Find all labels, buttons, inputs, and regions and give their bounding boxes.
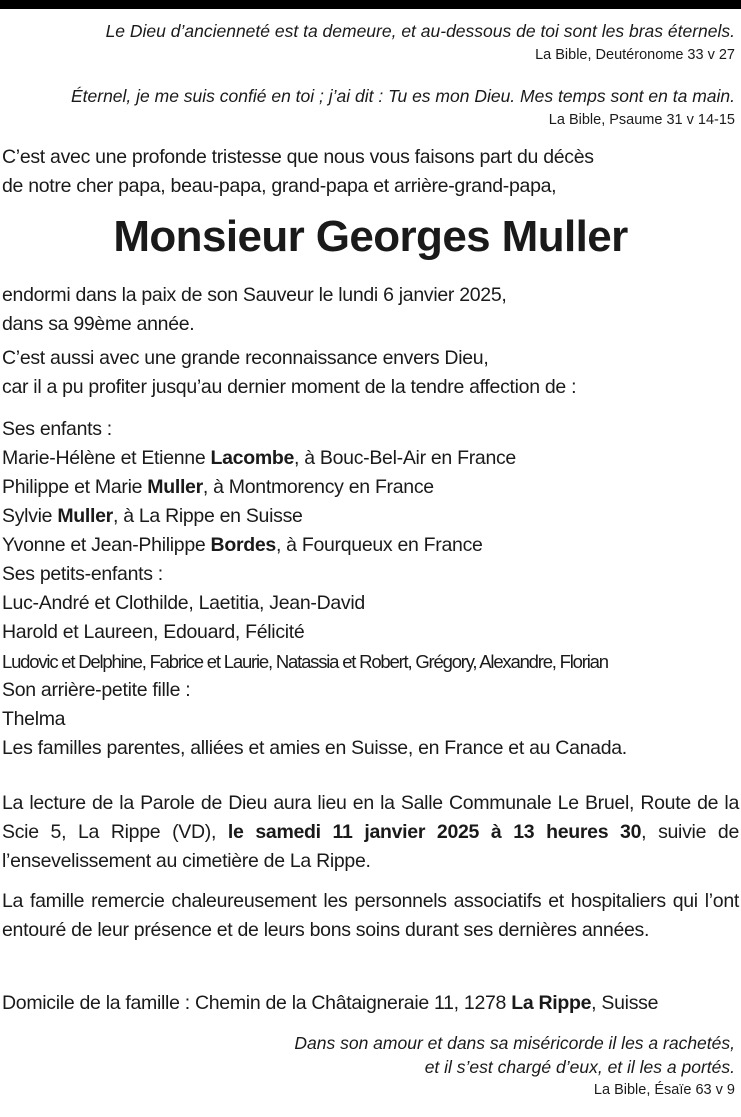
reference-psalm: La Bible, Psaume 31 v 14-15	[548, 112, 735, 128]
grandchild-entry: Luc-André et Clothilde, Laetitia, Jean-David	[2, 592, 365, 614]
child-entry: Sylvie Muller, à La Rippe en Suisse	[2, 505, 303, 527]
verse-psalm: Éternel, je me suis confié en toi ; j’ai dit : Tu es mon Dieu. Mes temps sont en ta main.	[70, 86, 735, 106]
deceased-name: Monsieur Georges Muller	[113, 212, 628, 261]
verse-line: et il s’est chargé d’eux, et il les a portés.	[424, 1057, 735, 1077]
extended-families: Les familles parentes, alliées et amies en Suisse, en France et au Canada.	[2, 737, 627, 759]
verse-deuteronomy: Le Dieu d’ancienneté est ta demeure, et au-dessous de toi sont les bras éternels.	[105, 21, 735, 41]
domicile-line: Domicile de la famille : Chemin de la Châtaigneraie 11, 1278 La Rippe, Suisse	[2, 992, 659, 1014]
grandchild-entry: Harold et Laureen, Edouard, Félicité	[2, 621, 305, 643]
family-list	[2, 415, 739, 763]
verse-isaiah	[294, 1031, 735, 1079]
gratitude-line: car il a pu profiter jusqu’au dernier moment de la tendre affection de :	[2, 376, 577, 398]
death-line: dans sa 99ème année.	[2, 313, 195, 335]
children-heading: Ses enfants :	[2, 418, 112, 440]
intro-line: de notre cher papa, beau-papa, grand-papa et arrière-grand-papa,	[2, 175, 557, 197]
top-border	[0, 0, 741, 9]
grandchild-entry: Ludovic et Delphine, Fabrice et Laurie, Natassia et Robert, Grégory, Alexandre, Florian	[2, 651, 608, 672]
reference-deuteronomy: La Bible, Deutéronome 33 v 27	[535, 47, 735, 63]
service-paragraph: La lecture de la Parole de Dieu aura lieu en la Salle Communale Le Bruel, Route de la Scie 5, La Rippe (VD), le samedi 11 janvier 2025 à 13 heures 30, suivie de l’ensevelissement au cimetière de La Rippe.	[2, 792, 740, 872]
death-paragraph	[2, 281, 739, 339]
child-entry: Yvonne et Jean-Philippe Bordes, à Fourqueux en France	[2, 534, 483, 556]
verse-line: Dans son amour et dans sa miséricorde il les a rachetés,	[294, 1033, 735, 1053]
grandchildren-heading: Ses petits-enfants :	[2, 563, 163, 585]
great-grandchild-heading: Son arrière-petite fille :	[2, 679, 191, 701]
child-entry: Marie-Hélène et Etienne Lacombe, à Bouc-Bel-Air en France	[2, 447, 516, 469]
great-grandchild-entry: Thelma	[2, 708, 66, 730]
death-line: endormi dans la paix de son Sauveur le lundi 6 janvier 2025,	[2, 284, 507, 306]
gratitude-line: C’est aussi avec une grande reconnaissance envers Dieu,	[2, 347, 489, 369]
gratitude-paragraph	[2, 344, 739, 402]
intro-paragraph	[2, 143, 739, 201]
child-entry: Philippe et Marie Muller, à Montmorency en France	[2, 476, 434, 498]
thanks-paragraph: La famille remercie chaleureusement les personnels associatifs et hospitaliers qui l’ont entouré de leur présence et de leurs bons soins durant ses dernières années.	[2, 890, 739, 941]
reference-isaiah: La Bible, Ésaïe 63 v 9	[593, 1082, 735, 1098]
intro-line: C’est avec une profonde tristesse que nous vous faisons part du décès	[2, 146, 594, 168]
